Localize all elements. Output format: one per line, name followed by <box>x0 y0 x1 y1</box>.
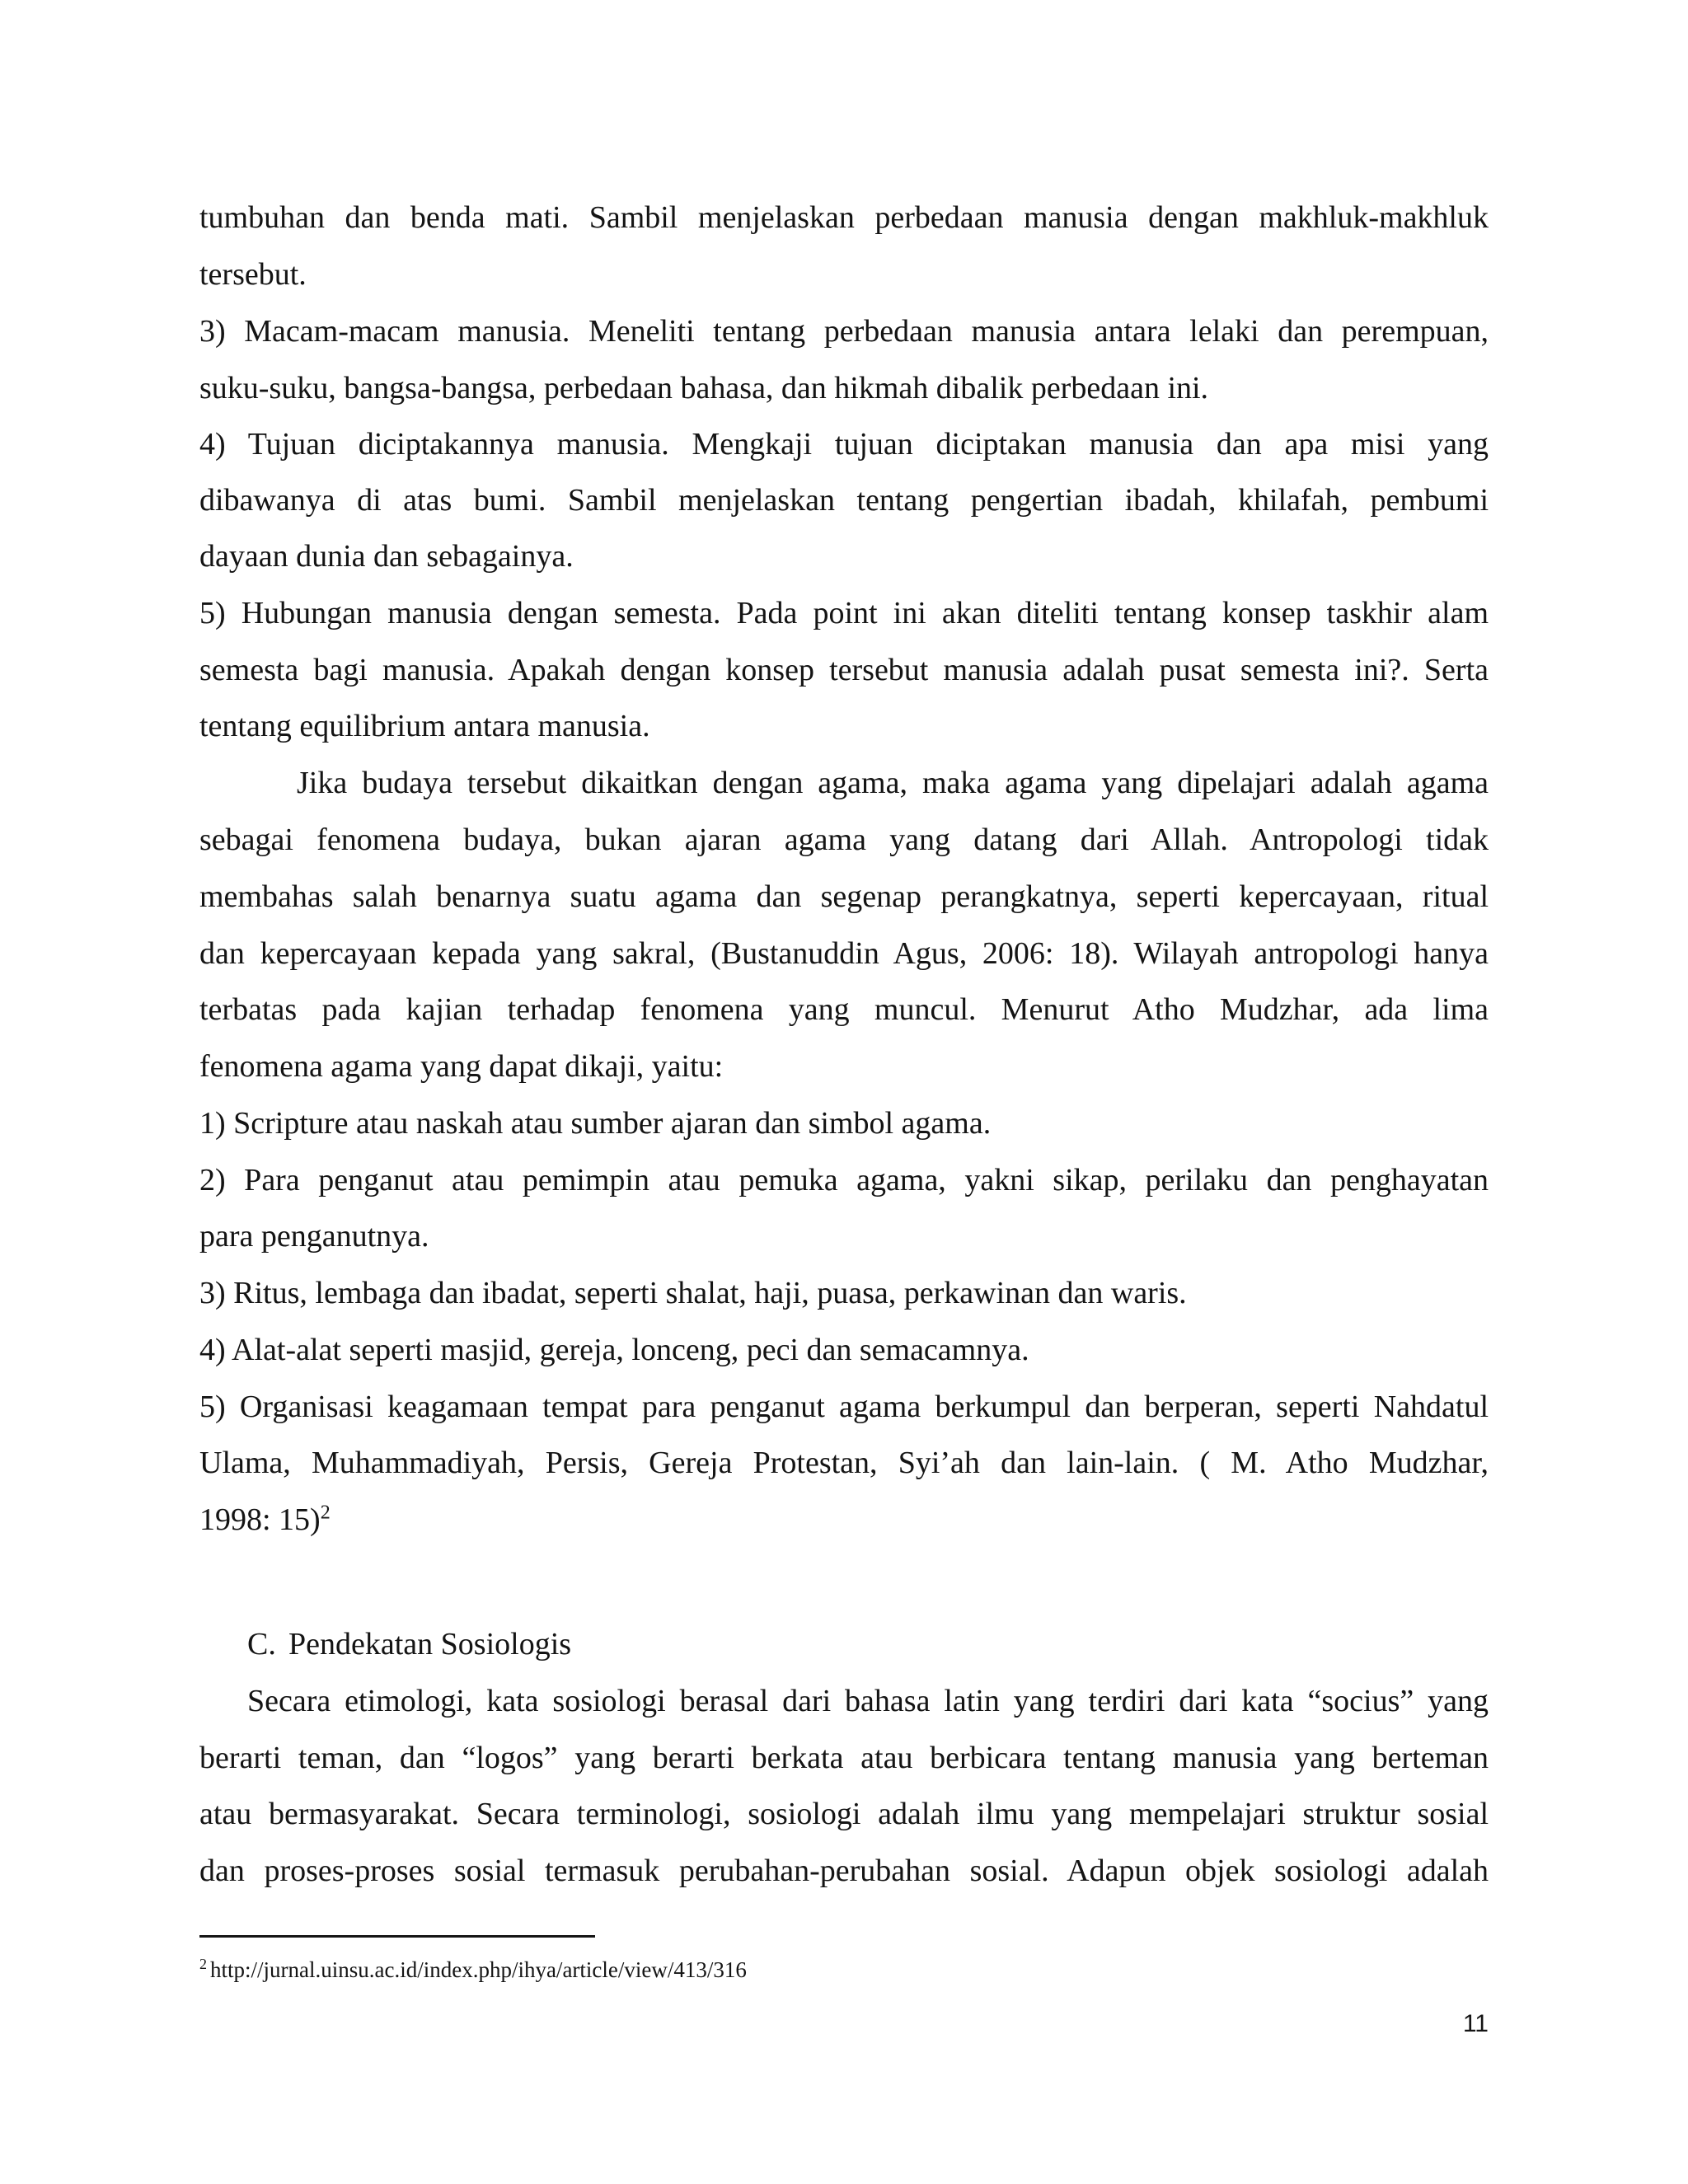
body-line: 4) Tujuan diciptakannya manusia. Mengkaji tujuan diciptakan manusia dan apa misi yang <box>199 427 1489 462</box>
section-paragraph-first-line: Secara etimologi, kata sosiologi berasal dari bahasa latin yang terdiri dari kata “socius” yang <box>247 1684 1489 1718</box>
body-line: dan kepercayaan kepada yang sakral, (Bustanuddin Agus, 2006: 18). Wilayah antropologi hanya <box>199 936 1489 971</box>
footnote-number: 2 <box>199 1956 207 1972</box>
footnote-separator <box>199 1935 595 1938</box>
body-line: fenomena agama yang dapat dikaji, yaitu: <box>199 1049 724 1084</box>
body-line: suku-suku, bangsa-bangsa, perbedaan bahasa, dan hikmah dibalik perbedaan ini. <box>199 371 1209 405</box>
body-line: 3) Macam-macam manusia. Meneliti tentang perbedaan manusia antara lelaki dan perempuan, <box>199 314 1489 349</box>
heading-title: Pendekatan Sosiologis <box>288 1627 572 1661</box>
body-line: sebagai fenomena budaya, bukan ajaran agama yang datang dari Allah. Antropologi tidak <box>199 823 1489 857</box>
body-line: semesta bagi manusia. Apakah dengan konsep tersebut manusia adalah pusat semesta ini?. Serta <box>199 653 1489 687</box>
body-line: tumbuhan dan benda mati. Sambil menjelaskan perbedaan manusia dengan makhluk-makhluk <box>199 200 1489 235</box>
body-line: tentang equilibrium antara manusia. <box>199 709 650 743</box>
body-line: 5) Hubungan manusia dengan semesta. Pada point ini akan diteliti tentang konsep taskhir alam <box>199 596 1489 630</box>
heading-letter: C. <box>247 1627 276 1661</box>
page-number: 11 <box>1462 2010 1489 2037</box>
paragraph-first-line: Jika budaya tersebut dikaitkan dengan agama, maka agama yang dipelajari adalah agama <box>297 766 1489 800</box>
section-heading <box>247 1615 571 1673</box>
body-line: terbatas pada kajian terhadap fenomena yang muncul. Menurut Atho Mudzhar, ada lima <box>199 992 1489 1027</box>
list-item: 1) Scripture atau naskah atau sumber ajaran dan simbol agama. <box>199 1106 992 1141</box>
list-item: 5) Organisasi keagamaan tempat para penganut agama berkumpul dan berperan, seperti Nahdatul <box>199 1390 1489 1424</box>
body-line: membahas salah benarnya suatu agama dan segenap perangkatnya, seperti kepercayaan, ritual <box>199 879 1489 914</box>
list-item-continuation: Ulama, Muhammadiyah, Persis, Gereja Protestan, Syi’ah dan lain-lain. ( M. Atho Mudzhar, <box>199 1446 1489 1480</box>
body-line: dayaan dunia dan sebagainya. <box>199 539 574 574</box>
footnote-reference[interactable]: 2 <box>320 1502 331 1524</box>
body-line: tersebut. <box>199 257 307 292</box>
list-item-continuation <box>199 1491 1489 1549</box>
list-item: 2) Para penganut atau pemimpin atau pemuka agama, yakni sikap, perilaku dan penghayatan <box>199 1163 1489 1197</box>
citation-text: 1998: 15) <box>199 1502 321 1537</box>
footnote-url[interactable]: http://jurnal.uinsu.ac.id/index.php/ihya/article/view/413/316 <box>210 1957 747 1982</box>
list-item: 3) Ritus, lembaga dan ibadat, seperti shalat, haji, puasa, perkawinan dan waris. <box>199 1276 1187 1310</box>
section-line: atau bermasyarakat. Secara terminologi, sosiologi adalah ilmu yang mempelajari struktur sosial <box>199 1797 1489 1831</box>
list-item: 4) Alat-alat seperti masjid, gereja, lonceng, peci dan semacamnya. <box>199 1333 1029 1367</box>
list-item-continuation: para penganutnya. <box>199 1219 429 1254</box>
section-line: dan proses-proses sosial termasuk perubahan-perubahan sosial. Adapun objek sosiologi adalah <box>199 1854 1489 1888</box>
body-line: dibawanya di atas bumi. Sambil menjelaskan tentang pengertian ibadah, khilafah, pembumi <box>199 483 1489 518</box>
footnote <box>199 1955 747 1985</box>
section-line: berarti teman, dan “logos” yang berarti berkata atau berbicara tentang manusia yang berteman <box>199 1741 1489 1775</box>
